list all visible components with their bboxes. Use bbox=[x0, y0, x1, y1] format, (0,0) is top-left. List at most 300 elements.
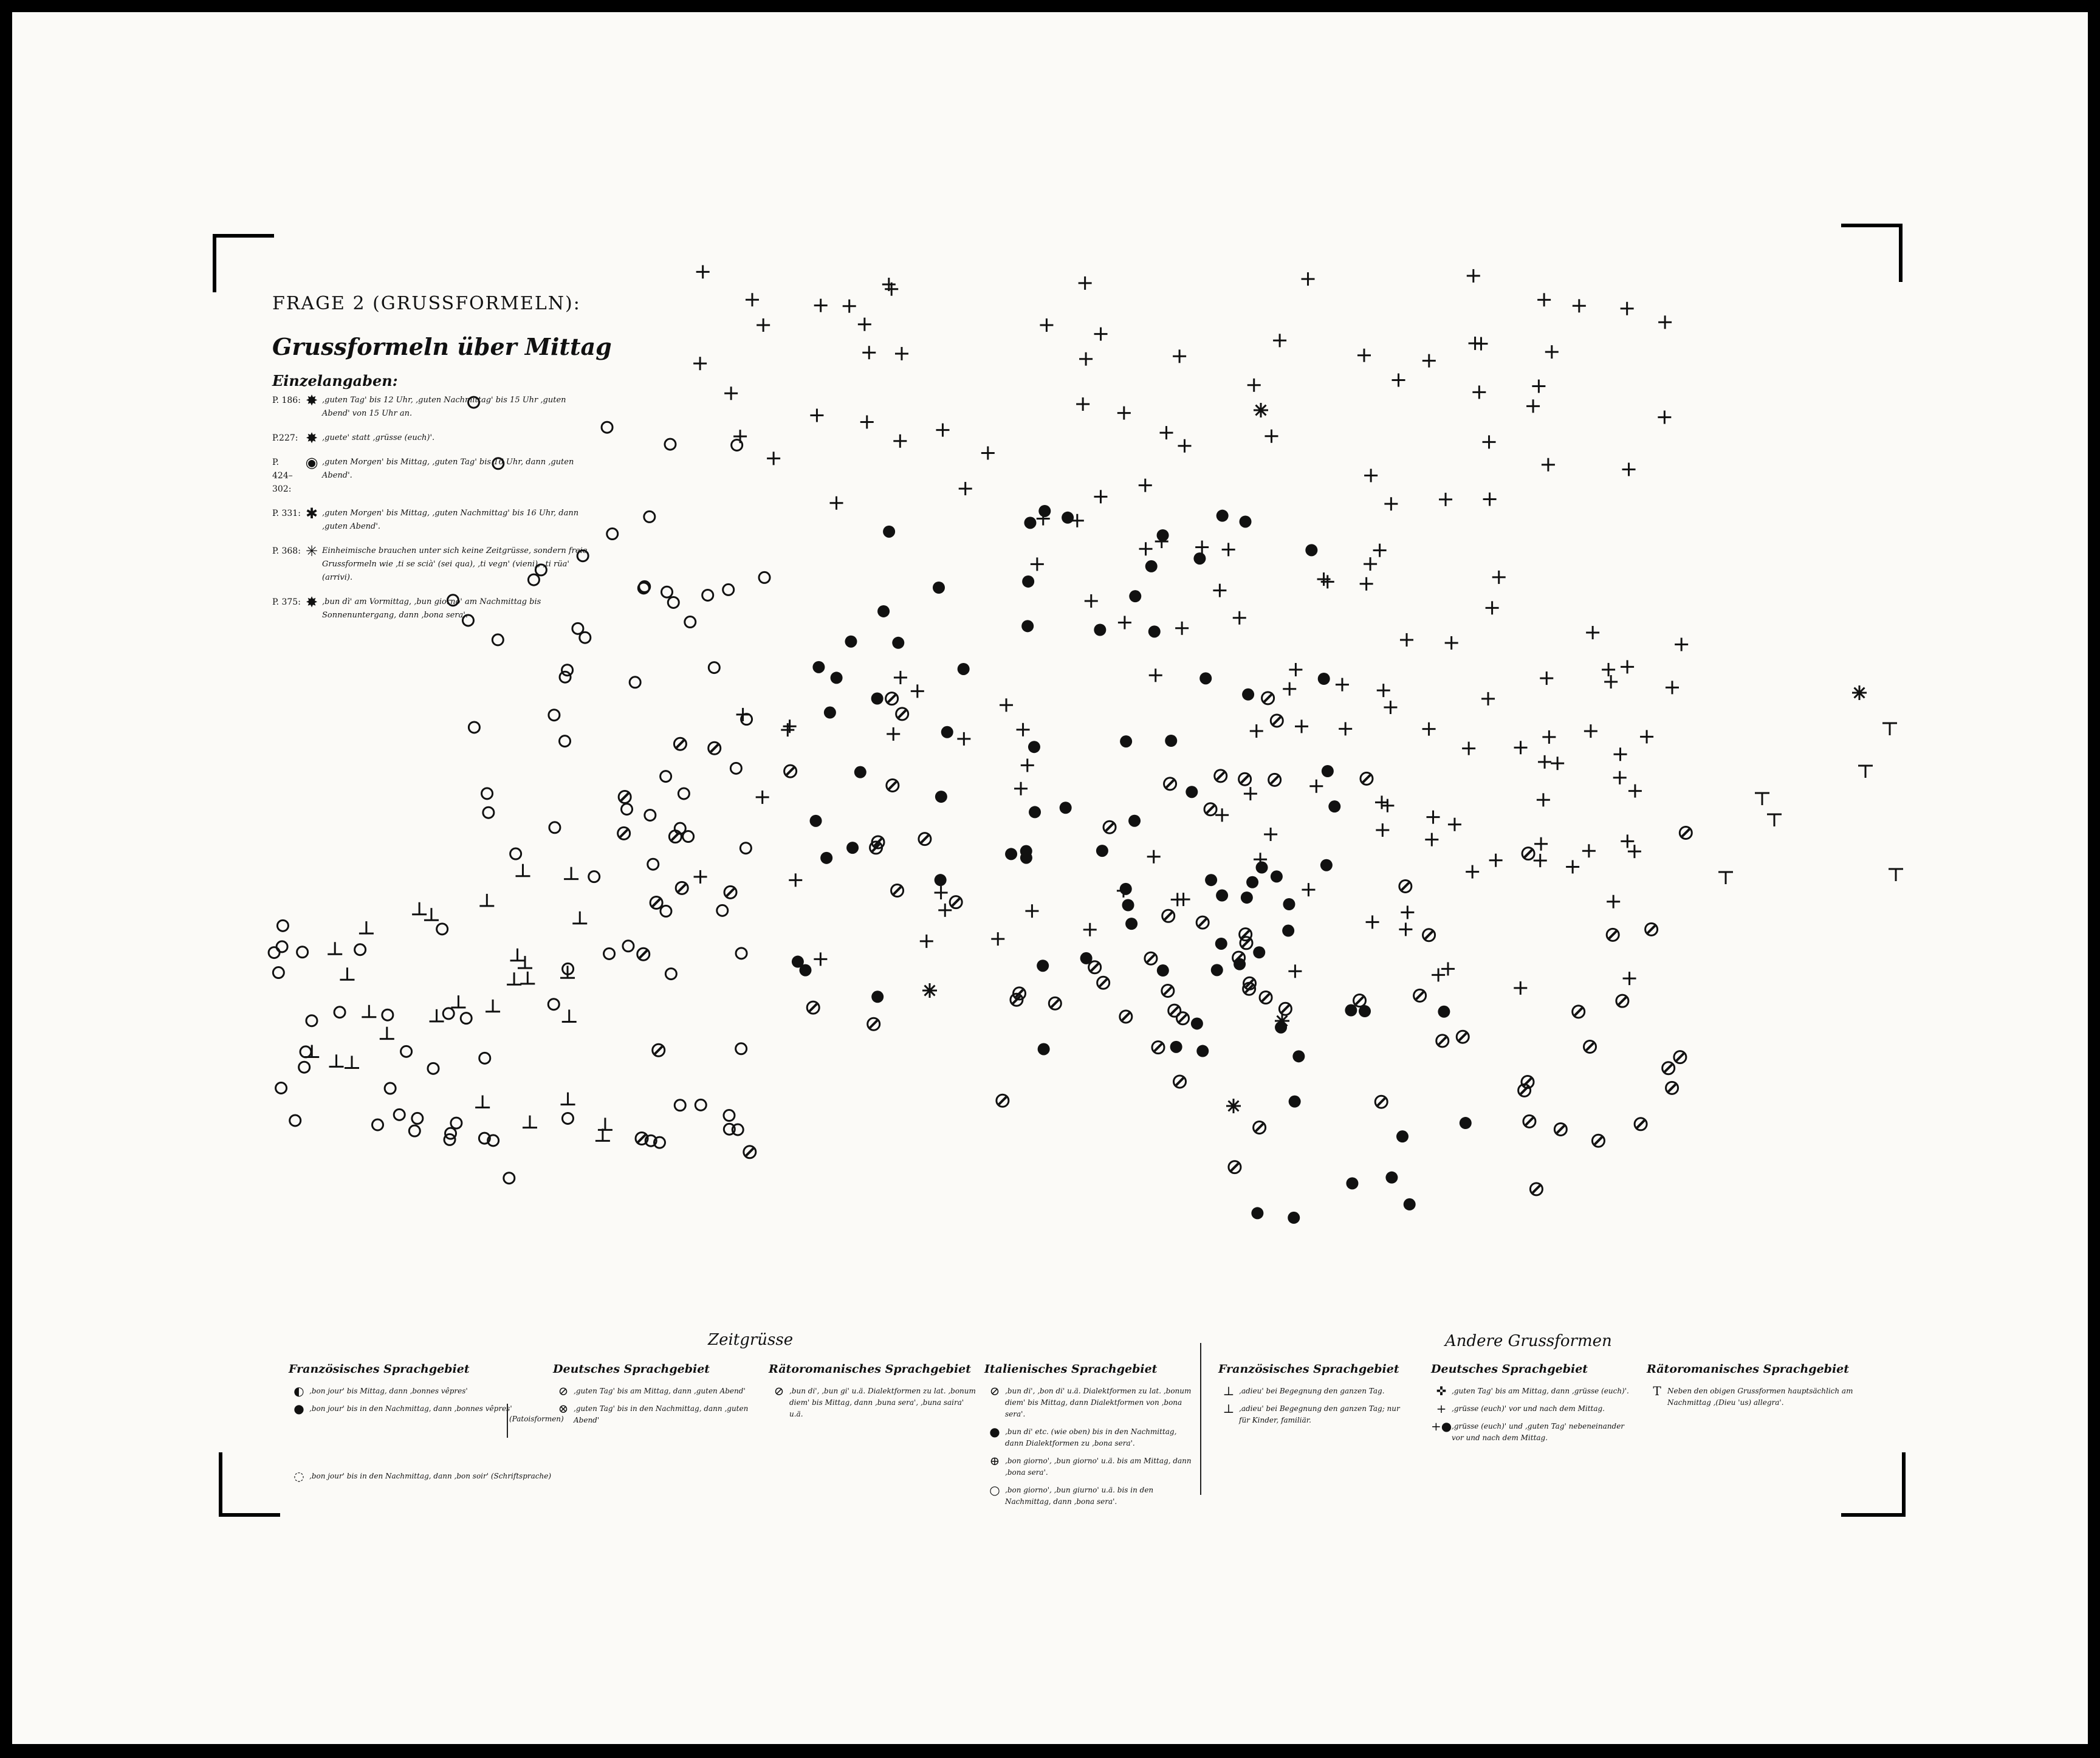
map-symbol-plus bbox=[1573, 299, 1586, 312]
map-symbol-plus bbox=[696, 265, 710, 278]
map-symbol-plus bbox=[1173, 349, 1186, 363]
map-symbol-hatched-circle bbox=[637, 948, 650, 960]
map-symbol-hatched-circle bbox=[1177, 1012, 1189, 1025]
map-symbol-hatched-circle bbox=[653, 1044, 665, 1056]
map-symbol-plus bbox=[1658, 315, 1672, 329]
legend-item-text: ‚bon jour' bis in den Nachmittag, dann ‚bon soir' (Schriftsprache) bbox=[309, 1472, 552, 1480]
map-symbol-hatched-circle bbox=[1554, 1123, 1566, 1135]
map-symbol-plus bbox=[694, 870, 707, 884]
map-symbol-plus bbox=[1462, 742, 1475, 755]
map-symbol-plus bbox=[1532, 380, 1545, 393]
map-symbol-open-circle bbox=[394, 1109, 405, 1120]
map-symbol-open-circle bbox=[276, 941, 287, 952]
map-symbol-hatched-circle bbox=[1662, 1062, 1675, 1074]
map-symbol-plus bbox=[1551, 757, 1564, 770]
plus-circle-icon: ✜ bbox=[1436, 1384, 1447, 1398]
map-symbol-open-circle bbox=[528, 574, 539, 585]
map-symbol-plus bbox=[1422, 723, 1436, 736]
map-symbol-open-circle bbox=[602, 422, 612, 433]
map-symbol-open-circle bbox=[504, 1173, 515, 1184]
map-symbol-plus bbox=[1213, 584, 1226, 597]
map-symbol-plus bbox=[1288, 964, 1302, 978]
map-symbol-open-circle bbox=[300, 1046, 311, 1057]
map-symbol-hatched-circle bbox=[1262, 692, 1274, 704]
map-symbol-filled-circle bbox=[871, 692, 884, 704]
map-symbol-filled-circle bbox=[1205, 874, 1217, 886]
map-symbol-open-circle bbox=[479, 1052, 490, 1063]
point-number: P. 424–302: bbox=[272, 458, 293, 494]
map-symbol-filled-circle bbox=[883, 526, 895, 538]
map-symbol-open-circle bbox=[355, 944, 366, 955]
open-circle-icon: ○ bbox=[989, 1483, 1000, 1497]
map-symbol-open-circle bbox=[549, 710, 560, 721]
map-symbol-filled-circle bbox=[831, 671, 843, 684]
starburst-icon: ✸ bbox=[305, 594, 318, 611]
map-title: FRAGE 2 (GRUSSFORMELN): bbox=[272, 293, 581, 314]
map-symbol-filled-circle bbox=[1396, 1130, 1409, 1142]
map-symbol-filled-circle bbox=[1242, 688, 1254, 701]
map-symbol-hatched-circle bbox=[807, 1001, 819, 1014]
map-symbol-plus bbox=[1373, 544, 1387, 557]
map-symbol-plus bbox=[1366, 915, 1379, 929]
map-symbol-filled-circle bbox=[941, 726, 953, 738]
map-symbol-hatched-circle bbox=[1375, 1096, 1387, 1108]
map-symbol-filled-circle bbox=[877, 605, 890, 617]
map-symbol-plus bbox=[724, 386, 738, 400]
legend-item-text: ‚adieu' bei Begegnung den ganzen Tag; nur für Kinder, familiär. bbox=[1239, 1404, 1400, 1424]
map-symbol-hatched-circle bbox=[1260, 992, 1272, 1004]
map-symbol-hatched-circle bbox=[1354, 994, 1366, 1006]
legend-heading-zeitgruesse: Zeitgrüsse bbox=[708, 1331, 794, 1349]
map-symbol-filled-circle bbox=[1251, 1207, 1263, 1219]
map-symbol-hatched-circle bbox=[1103, 821, 1116, 833]
map-symbol-filled-circle bbox=[1062, 512, 1074, 524]
map-symbol-filled-circle bbox=[1038, 1043, 1050, 1055]
map-symbol-hatched-circle bbox=[618, 827, 630, 839]
map-symbol-plus bbox=[991, 932, 1004, 946]
legend-item bbox=[984, 1426, 1197, 1449]
legend-item bbox=[289, 1471, 568, 1482]
map-symbol-hatched-circle bbox=[709, 742, 721, 754]
map-symbol-open-circle bbox=[577, 551, 588, 561]
map-symbol-filled-circle bbox=[1096, 845, 1108, 857]
map-symbol-plus bbox=[1614, 747, 1627, 761]
map-symbol-filled-circle bbox=[1216, 890, 1228, 902]
map-symbol-open-circle bbox=[277, 920, 288, 931]
map-symbol-inverted-t bbox=[486, 1000, 500, 1012]
map-symbol-filled-circle bbox=[1305, 544, 1317, 556]
map-symbol-open-circle bbox=[630, 677, 640, 688]
map-symbol-plus bbox=[894, 671, 907, 684]
einzelangabe-text: Einheimische brauchen unter sich keine Zeitgrüsse, sondern freie Grussformeln wie ‚ti se scià' (sei qua), ‚ti vegn' (vieni), ‚ti rüa' (arrivi). bbox=[322, 546, 588, 582]
map-symbol-plus bbox=[733, 430, 747, 443]
map-symbol-plus bbox=[1118, 616, 1131, 629]
map-symbol-plus bbox=[1432, 968, 1445, 981]
map-symbol-filled-circle bbox=[810, 815, 822, 827]
legend-item-text: ‚adieu' bei Begegnung den ganzen Tag. bbox=[1239, 1387, 1385, 1395]
map-symbol-plus bbox=[862, 346, 876, 359]
map-symbol-open-circle bbox=[644, 511, 655, 522]
map-symbol-inverted-t bbox=[515, 864, 530, 876]
map-symbol-filled-circle bbox=[1145, 560, 1158, 572]
map-symbol-plus bbox=[1621, 834, 1634, 848]
map-symbol-plus bbox=[814, 299, 828, 312]
map-symbol-plus bbox=[1339, 722, 1352, 735]
map-symbol-open-circle bbox=[372, 1119, 383, 1130]
map-symbol-plus bbox=[1623, 972, 1636, 985]
map-symbol-plus bbox=[1422, 354, 1436, 368]
map-symbol-hatched-circle bbox=[1584, 1041, 1596, 1053]
map-symbol-open-circle bbox=[482, 788, 493, 799]
map-symbol-filled-circle bbox=[820, 852, 832, 864]
map-symbol-hatched-circle bbox=[1097, 977, 1110, 989]
map-symbol-hatched-circle bbox=[1162, 910, 1175, 922]
map-symbol-hatched-circle bbox=[1436, 1035, 1449, 1047]
map-symbol-plus bbox=[1537, 293, 1551, 306]
map-symbol-plus bbox=[911, 684, 924, 698]
map-symbol-plus bbox=[1364, 469, 1378, 482]
map-symbol-inverted-t bbox=[359, 921, 374, 933]
legend-item bbox=[553, 1403, 760, 1426]
map-symbol-hatched-circle bbox=[1269, 774, 1281, 786]
map-symbol-filled-circle bbox=[1186, 786, 1198, 798]
map-symbol-hatched-circle bbox=[744, 1146, 756, 1158]
legend-item bbox=[1218, 1403, 1413, 1426]
map-symbol-open-circle bbox=[717, 905, 728, 916]
map-symbol-filled-circle bbox=[1020, 845, 1032, 857]
hatched-circle-icon: ⊘ bbox=[774, 1384, 784, 1398]
map-symbol-hatched-circle bbox=[1120, 1011, 1132, 1023]
map-symbol-open-circle bbox=[461, 1013, 472, 1024]
map-symbol-plus bbox=[1178, 439, 1191, 453]
map-symbol-open-circle bbox=[661, 771, 671, 782]
map-symbol-plus bbox=[1017, 723, 1030, 737]
legend-item-text: ‚bon giorno', ‚bun giorno' u.ä. bis am Mittag, dann ‚bona sera'. bbox=[1005, 1457, 1192, 1477]
legend-item-text: ‚bun di' etc. (wie oben) bis in den Nachmittag, dann Dialektformen zu ‚bona sera'. bbox=[1005, 1427, 1177, 1447]
map-symbol-open-circle bbox=[723, 584, 734, 595]
map-symbol-open-circle bbox=[736, 948, 747, 959]
map-symbol-filled-circle bbox=[1253, 946, 1265, 958]
map-symbol-filled-circle bbox=[1193, 552, 1206, 565]
legend-item-text: ‚guten Tag' bis am Mittag, dann ‚grüsse (euch)'. bbox=[1452, 1387, 1629, 1395]
filled-circle-icon: ● bbox=[293, 1401, 304, 1416]
map-symbol-plus bbox=[1582, 844, 1596, 857]
map-symbol-filled-circle bbox=[1288, 1212, 1300, 1224]
map-symbol-plus bbox=[1474, 337, 1487, 351]
map-symbol-inverted-t bbox=[329, 1054, 344, 1066]
map-symbol-filled-circle bbox=[1170, 1041, 1182, 1053]
short-inverted-t-icon: ⊥ bbox=[1223, 1401, 1235, 1416]
map-symbol-filled-circle bbox=[1037, 960, 1049, 972]
point-number: P.227: bbox=[272, 433, 298, 443]
map-symbol-inverted-t bbox=[564, 867, 578, 879]
map-symbol-plus bbox=[1147, 850, 1161, 864]
map-symbol-plus bbox=[887, 727, 900, 741]
map-symbol-hatched-circle bbox=[1592, 1135, 1604, 1147]
map-symbol-plus bbox=[1514, 981, 1527, 995]
map-symbol-open-circle bbox=[428, 1063, 439, 1074]
map-symbol-open-circle bbox=[549, 822, 560, 833]
map-symbol-plus bbox=[1031, 557, 1044, 571]
map-symbol-open-circle bbox=[276, 1083, 287, 1094]
map-symbol-hatched-circle bbox=[868, 1018, 880, 1030]
map-symbol-plus bbox=[1295, 719, 1308, 733]
map-symbol-open-circle bbox=[623, 941, 634, 952]
map-symbol-plus bbox=[1215, 808, 1229, 822]
map-symbol-filled-circle bbox=[1128, 815, 1141, 827]
map-symbol-filled-circle bbox=[1256, 862, 1268, 874]
map-symbol-plus bbox=[1586, 626, 1599, 639]
map-symbol-open-circle bbox=[589, 871, 600, 882]
hatched-circle-icon: ⊘ bbox=[989, 1384, 1000, 1398]
map-symbol-filled-circle bbox=[1191, 1017, 1203, 1029]
map-symbol-open-circle bbox=[493, 458, 504, 469]
map-symbol-filled-circle bbox=[1318, 673, 1330, 685]
map-symbol-open-circle bbox=[462, 615, 473, 626]
map-symbol-plus bbox=[1139, 542, 1153, 555]
legend-item bbox=[984, 1485, 1197, 1508]
map-symbol-plus bbox=[1384, 701, 1397, 714]
map-symbol-plus bbox=[981, 446, 995, 459]
map-symbol-open-circle bbox=[604, 948, 615, 959]
map-symbol-plus bbox=[1492, 571, 1506, 584]
map-symbol-filled-circle bbox=[1028, 741, 1040, 753]
asterisk-icon: ✱ bbox=[305, 505, 318, 522]
map-symbol-plus bbox=[1014, 782, 1028, 795]
map-symbol-plus bbox=[935, 886, 948, 899]
map-symbol-plus bbox=[1622, 462, 1636, 476]
map-symbol-plus bbox=[1377, 684, 1390, 697]
map-symbol-plus bbox=[1399, 922, 1412, 936]
plus-dot-icon: +● bbox=[1431, 1419, 1452, 1434]
einzelangabe-text: ‚guete' statt ‚grüsse (euch)'. bbox=[322, 433, 435, 442]
map-symbol-open-circle bbox=[412, 1113, 423, 1124]
map-symbol-filled-circle bbox=[845, 636, 857, 648]
map-symbol-open-circle bbox=[665, 969, 676, 980]
map-symbol-plus bbox=[1376, 823, 1389, 837]
map-symbol-plus bbox=[1264, 430, 1278, 443]
map-symbol-plus bbox=[1666, 681, 1679, 694]
legend-column-title: Deutsches Sprachgebiet bbox=[553, 1362, 710, 1376]
map-symbol-open-circle bbox=[510, 848, 521, 859]
map-symbol-hatched-circle bbox=[1145, 952, 1157, 964]
map-symbol-inverted-t bbox=[475, 1095, 490, 1107]
map-symbol-plus bbox=[1364, 557, 1377, 571]
map-symbol-open-circle bbox=[661, 905, 671, 916]
map-symbol-plus bbox=[757, 318, 770, 332]
map-symbol-plus bbox=[1425, 833, 1438, 846]
legend-column-title: Rätoromanisches Sprachgebiet bbox=[1647, 1362, 1850, 1376]
map-symbol-plus bbox=[1000, 698, 1013, 712]
map-symbol-plus bbox=[693, 357, 707, 370]
map-symbol-inverted-t bbox=[380, 1027, 394, 1039]
legend-item-text: ‚bon jour' bis in den Nachmittag, dann ‚bonnes vêpres' bbox=[309, 1404, 512, 1413]
map-symbol-plus bbox=[1526, 399, 1540, 413]
legend-item-text: ‚bun di', ‚bun gi' u.ä. Dialektformen zu lat. ‚bonum diem' bis Mittag, dann ‚buna sera', ‚buna saira' u.ä. bbox=[789, 1387, 976, 1418]
map-symbol-hatched-circle bbox=[1423, 929, 1435, 941]
einzelangabe-text: ‚guten Tag' bis 12 Uhr, ‚guten Nachmittag' bis 15 Uhr ‚guten Abend' von 15 Uhr an. bbox=[322, 396, 566, 418]
map-symbol-inverted-t bbox=[598, 1118, 612, 1130]
map-symbol-hatched-circle bbox=[1399, 880, 1412, 892]
map-symbol-open-circle bbox=[290, 1115, 301, 1126]
hatched-circle-icon: ⊗ bbox=[558, 1401, 569, 1416]
map-symbol-filled-circle bbox=[1125, 918, 1138, 930]
dotted-circle-icon: ◉ bbox=[305, 454, 318, 471]
map-symbol-open-circle bbox=[724, 1110, 735, 1121]
map-symbol-hatched-circle bbox=[1573, 1006, 1585, 1018]
map-symbol-plus bbox=[746, 293, 759, 306]
map-symbol-filled-circle bbox=[1438, 1006, 1450, 1018]
legend-heading-andere-grussformen: Andere Grussformen bbox=[1445, 1332, 1612, 1350]
map-symbol-hatched-circle bbox=[1616, 995, 1628, 1007]
map-symbol-plus bbox=[843, 300, 856, 313]
map-symbol-filled-circle bbox=[1292, 1050, 1305, 1062]
map-symbol-inverted-t bbox=[340, 967, 354, 980]
map-symbol-hatched-circle bbox=[887, 780, 899, 792]
map-symbol-hatched-circle bbox=[784, 765, 797, 777]
map-symbol-plus bbox=[1534, 837, 1548, 851]
legend-item bbox=[769, 1385, 978, 1420]
map-symbol-plus bbox=[1040, 318, 1053, 332]
open-circle-icon: ◌ bbox=[293, 1469, 304, 1483]
map-symbol-hatched-circle bbox=[1240, 937, 1252, 949]
map-symbol-filled-circle bbox=[1345, 1004, 1357, 1017]
map-symbol-t bbox=[1767, 814, 1782, 826]
map-symbol-open-circle bbox=[483, 807, 494, 818]
map-symbol-plus bbox=[1584, 724, 1597, 738]
map-symbol-hatched-circle bbox=[891, 885, 904, 897]
map-symbol-inverted-t bbox=[510, 949, 525, 961]
map-symbol-hatched-circle bbox=[1523, 1115, 1536, 1127]
map-symbol-plus bbox=[1336, 678, 1349, 692]
map-symbol-open-circle bbox=[562, 1113, 573, 1124]
map-symbol-inverted-t bbox=[362, 1005, 376, 1017]
legend-item bbox=[1431, 1403, 1632, 1415]
map-symbol-filled-circle bbox=[1165, 735, 1177, 747]
legend-column-title: Rätoromanisches Sprachgebiet bbox=[769, 1362, 972, 1376]
map-symbol-filled-circle bbox=[1289, 1096, 1301, 1108]
map-symbol-plus bbox=[1514, 741, 1528, 754]
map-symbol-plus bbox=[938, 904, 952, 917]
map-symbol-plus bbox=[1244, 787, 1257, 800]
filled-circle-icon: ● bbox=[989, 1424, 1000, 1439]
map-symbol-plus bbox=[1486, 601, 1499, 614]
map-symbol-open-circle bbox=[299, 1062, 310, 1073]
map-symbol-open-circle bbox=[736, 1043, 747, 1054]
einzelangabe-text: ‚guten Morgen' bis Mittag, ‚guten Tag' bis 16 Uhr, dann ‚guten Abend'. bbox=[322, 458, 574, 480]
map-symbol-open-circle bbox=[468, 397, 479, 408]
map-symbol-inverted-t bbox=[328, 942, 342, 954]
map-symbol-open-circle bbox=[662, 586, 673, 597]
map-symbol-open-circle bbox=[297, 947, 308, 958]
map-symbol-plus bbox=[767, 452, 780, 465]
map-symbol-filled-circle bbox=[1271, 870, 1283, 882]
map-symbol-plus bbox=[1441, 962, 1455, 975]
map-symbol-plus bbox=[1360, 577, 1373, 591]
map-symbol-plus bbox=[1640, 730, 1653, 743]
legend-item-text: ‚bun di', ‚bon di' u.ä. Dialektformen zu lat. ‚bonum diem' bis Mittag, dann Dialektformen von ‚bona sera'. bbox=[1005, 1387, 1192, 1418]
map-symbol-plus bbox=[1079, 352, 1093, 366]
map-symbol-filled-circle bbox=[824, 707, 836, 719]
map-symbol-plus bbox=[1540, 671, 1553, 685]
map-symbol-plus bbox=[1483, 435, 1496, 448]
map-symbol-hatched-circle bbox=[1049, 997, 1061, 1009]
map-symbol-open-circle bbox=[401, 1046, 412, 1057]
map-symbol-plus bbox=[1448, 818, 1461, 831]
map-symbol-filled-circle bbox=[1246, 876, 1258, 888]
map-symbol-filled-circle bbox=[1157, 529, 1169, 541]
map-symbol-plus bbox=[1621, 660, 1634, 673]
map-symbol-open-circle bbox=[385, 1083, 396, 1094]
map-symbol-plus bbox=[1079, 276, 1092, 290]
map-symbol-filled-circle bbox=[1148, 625, 1161, 637]
map-symbol-plus bbox=[957, 732, 970, 746]
map-symbol-filled-circle bbox=[1024, 517, 1036, 529]
map-symbol-plus bbox=[1602, 663, 1615, 676]
map-symbol-plus bbox=[783, 719, 797, 733]
map-symbol-plus bbox=[1537, 793, 1550, 806]
map-symbol-open-circle bbox=[468, 722, 479, 733]
map-symbol-plus bbox=[781, 723, 794, 737]
map-symbol-plus bbox=[1117, 407, 1131, 420]
map-symbol-open-circle bbox=[668, 597, 679, 608]
map-symbol-open-circle bbox=[702, 589, 713, 600]
map-symbol-plus bbox=[1094, 328, 1108, 341]
map-symbol-hatched-circle bbox=[1215, 770, 1227, 782]
map-symbol-filled-circle bbox=[1283, 898, 1295, 910]
map-symbol-plus bbox=[1289, 663, 1302, 676]
map-symbol-t bbox=[1889, 869, 1903, 881]
map-symbol-plus bbox=[1309, 780, 1323, 793]
inverted-t-icon: ⊥ bbox=[1223, 1384, 1235, 1398]
map-symbol-plus bbox=[1401, 905, 1414, 919]
map-symbol-hatched-circle bbox=[1089, 961, 1101, 973]
map-symbol-hatched-circle bbox=[1361, 772, 1373, 785]
circle-half-filled-icon: ◐ bbox=[293, 1384, 304, 1398]
patois-bracket bbox=[498, 1404, 508, 1438]
map-symbol-filled-circle bbox=[1346, 1177, 1358, 1189]
map-symbol-filled-circle bbox=[892, 637, 904, 649]
map-symbol-hatched-circle bbox=[676, 882, 688, 894]
map-symbol-t bbox=[1858, 766, 1873, 778]
legend-item-text: ‚grüsse (euch)' vor und nach dem Mittag. bbox=[1452, 1404, 1605, 1413]
map-symbol-filled-circle bbox=[935, 874, 947, 886]
map-symbol-open-circle bbox=[645, 809, 656, 820]
map-symbol-inverted-t bbox=[520, 972, 535, 984]
map-symbol-plus bbox=[1489, 854, 1503, 867]
map-symbol-plus bbox=[1466, 865, 1479, 879]
map-symbol-plus bbox=[1545, 345, 1559, 359]
legend-item bbox=[1431, 1421, 1632, 1444]
map-symbol-hatched-circle bbox=[919, 833, 931, 845]
map-symbol-plus bbox=[936, 424, 949, 437]
map-symbol-hatched-circle bbox=[1635, 1118, 1647, 1130]
map-symbol-open-circle bbox=[560, 671, 571, 682]
map-symbol-filled-circle bbox=[1129, 590, 1141, 602]
map-symbol-filled-circle bbox=[1021, 620, 1034, 632]
map-symbol-plus bbox=[893, 434, 907, 448]
photo-sheet bbox=[12, 12, 2088, 1744]
map-symbol-plus bbox=[1149, 668, 1162, 682]
map-symbol-open-circle bbox=[306, 1015, 317, 1026]
legend-divider bbox=[1200, 1343, 1201, 1495]
hatched-circle-icon: ⊘ bbox=[558, 1384, 569, 1398]
map-symbol-hatched-circle bbox=[1271, 715, 1283, 727]
map-symbol-plus bbox=[1483, 493, 1497, 506]
point-number: P. 368: bbox=[272, 546, 301, 556]
map-symbol-open-circle bbox=[560, 736, 571, 747]
map-symbol-hatched-circle bbox=[1414, 989, 1426, 1001]
